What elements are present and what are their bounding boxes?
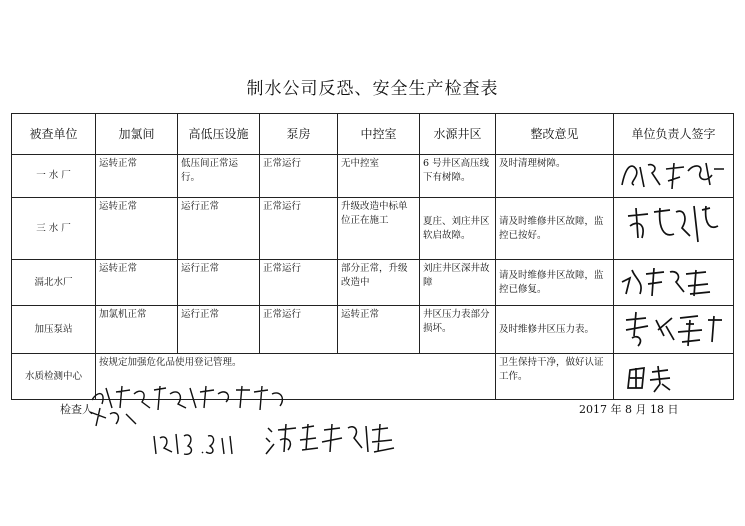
signature-image [614, 155, 732, 195]
chlorine-cell: 运转正常 [96, 155, 178, 198]
well-cell: 6 号井区高压线下有树障。 [420, 155, 496, 198]
signature-image [614, 198, 732, 256]
signature-image [614, 354, 732, 398]
pump-cell: 正常运行 [260, 155, 338, 198]
signature-cell [614, 260, 734, 306]
signature-cell [614, 198, 734, 260]
chlorine-cell: 加氯机正常 [96, 306, 178, 354]
signature-image [614, 260, 732, 304]
unit-cell: 加压泵站 [12, 306, 96, 354]
signature-cell [614, 155, 734, 198]
signature-cell [614, 354, 734, 400]
header-cell: 泵房 [260, 114, 338, 155]
table-row [12, 260, 734, 306]
hv-cell: 运行正常 [178, 306, 260, 354]
inspection-table [11, 113, 734, 400]
unit-cell: 水质检测中心 [12, 354, 96, 400]
table-row [12, 155, 734, 198]
table-row [12, 306, 734, 354]
header-cell: 中控室 [338, 114, 420, 155]
header-cell: 水源井区 [420, 114, 496, 155]
advice-cell: 卫生保持干净，做好认证工作。 [496, 354, 614, 400]
advice-cell: 及时清理树障。 [496, 155, 614, 198]
hv-cell: 运行正常 [178, 260, 260, 306]
form-title: 制水公司反恐、安全生产检查表 [246, 79, 499, 99]
advice-cell: 请及时维修井区故障，监控已按好。 [496, 198, 614, 260]
chlorine-cell: 运转正常 [96, 198, 178, 260]
control-cell: 升级改造中标单位正在施工 [338, 198, 420, 260]
unit-cell: 滆北水厂 [12, 260, 96, 306]
merged-remark-cell: 按规定加强危化品使用登记管理。 [96, 354, 496, 400]
header-cell: 被查单位 [12, 114, 96, 155]
pump-cell: 正常运行 [260, 306, 338, 354]
header-row [12, 114, 734, 155]
advice-cell: 请及时维修井区故障，监控已修复。 [496, 260, 614, 306]
control-cell: 部分正常，升级改造中 [338, 260, 420, 306]
handwritten-date [150, 428, 240, 460]
hv-cell: 运行正常 [178, 198, 260, 260]
well-cell: 井区压力表部分损坏。 [420, 306, 496, 354]
table-row [12, 198, 734, 260]
pump-cell: 正常运行 [260, 260, 338, 306]
signature-image [614, 306, 732, 352]
control-cell: 运转正常 [338, 306, 420, 354]
handwritten-approval [262, 418, 412, 462]
unit-cell: 三 水 厂 [12, 198, 96, 260]
well-cell: 刘庄井区深井故障 [420, 260, 496, 306]
inspection-date: 2017 年 8 月 18 日 [579, 403, 679, 416]
well-cell: 夏庄、刘庄井区软启故障。 [420, 198, 496, 260]
signature-cell [614, 306, 734, 354]
header-cell: 单位负责人签字 [614, 114, 734, 155]
advice-cell: 及时维修井区压力表。 [496, 306, 614, 354]
control-cell: 无中控室 [338, 155, 420, 198]
header-cell: 加氯间 [96, 114, 178, 155]
chlorine-cell: 运转正常 [96, 260, 178, 306]
unit-cell: 一 水 厂 [12, 155, 96, 198]
hv-cell: 低压间正常运行。 [178, 155, 260, 198]
pump-cell: 正常运行 [260, 198, 338, 260]
header-cell: 高低压设施 [178, 114, 260, 155]
inspector-label: 检查人 [60, 403, 93, 416]
header-cell: 整改意见 [496, 114, 614, 155]
